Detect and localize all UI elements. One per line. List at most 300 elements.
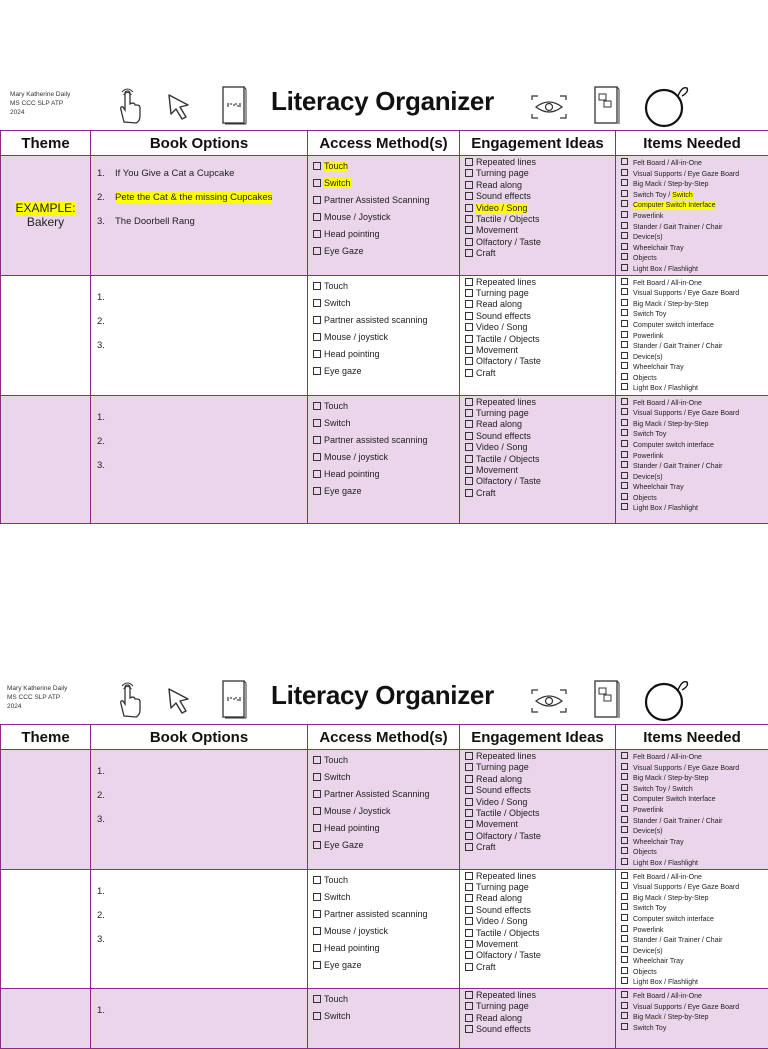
checkbox[interactable] bbox=[621, 837, 628, 844]
engagement-option[interactable]: Read along bbox=[465, 893, 615, 904]
access-option[interactable]: Head pointing bbox=[313, 226, 459, 243]
checkbox[interactable] bbox=[465, 226, 473, 234]
access-option[interactable]: Partner assisted scanning bbox=[313, 906, 459, 923]
access-methods-cell bbox=[308, 869, 460, 989]
checkbox[interactable] bbox=[313, 841, 321, 849]
item-option[interactable]: Big Mack / Step-by-Step bbox=[621, 299, 768, 310]
item-option[interactable]: Objects bbox=[621, 847, 768, 858]
checkbox[interactable] bbox=[465, 312, 473, 320]
item-option[interactable]: Visual Supports / Eye Gaze Board bbox=[621, 763, 768, 774]
access-option[interactable]: Partner Assisted Scanning bbox=[313, 786, 459, 803]
item-option[interactable]: Computer switch interface bbox=[621, 914, 768, 925]
checkbox[interactable] bbox=[621, 935, 628, 942]
checkbox[interactable] bbox=[621, 967, 628, 974]
item-option[interactable]: Objects bbox=[621, 967, 768, 978]
item-option[interactable]: Switch Toy bbox=[621, 903, 768, 914]
item-option[interactable]: Visual Supports / Eye Gaze Board bbox=[621, 882, 768, 893]
engagement-option[interactable]: Repeated lines bbox=[465, 751, 615, 762]
checkbox[interactable] bbox=[465, 238, 473, 246]
checkbox[interactable] bbox=[465, 798, 473, 806]
checkbox[interactable] bbox=[313, 790, 321, 798]
theme-cell[interactable] bbox=[1, 156, 91, 276]
access-option[interactable]: Switch bbox=[313, 769, 459, 786]
checkbox[interactable] bbox=[621, 794, 628, 801]
checkbox[interactable] bbox=[465, 278, 473, 286]
item-option[interactable]: Visual Supports / Eye Gaze Board bbox=[621, 169, 768, 180]
engagement-option[interactable]: Tactile / Objects bbox=[465, 214, 615, 225]
access-methods-cell bbox=[308, 395, 460, 523]
checkbox[interactable] bbox=[621, 493, 628, 500]
checkbox[interactable] bbox=[621, 320, 628, 327]
engagement-option[interactable]: Craft bbox=[465, 962, 615, 973]
item-option[interactable]: Felt Board / All-in-One bbox=[621, 991, 768, 1002]
engagement-option[interactable]: Repeated lines bbox=[465, 397, 615, 408]
checkbox[interactable] bbox=[621, 482, 628, 489]
checkbox[interactable] bbox=[313, 333, 321, 341]
checkbox[interactable] bbox=[313, 944, 321, 952]
checkbox[interactable] bbox=[465, 991, 473, 999]
checkbox[interactable] bbox=[313, 162, 321, 170]
checkbox[interactable] bbox=[313, 487, 321, 495]
checkbox[interactable] bbox=[621, 398, 628, 405]
checkbox[interactable] bbox=[621, 169, 628, 176]
theme-cell[interactable] bbox=[1, 275, 91, 395]
checkbox[interactable] bbox=[313, 316, 321, 324]
engagement-option[interactable]: Read along bbox=[465, 419, 615, 430]
access-option[interactable]: Mouse / joystick bbox=[313, 923, 459, 940]
checkbox[interactable] bbox=[621, 408, 628, 415]
engagement-option[interactable]: Craft bbox=[465, 488, 615, 499]
item-option[interactable]: Switch Toy bbox=[621, 429, 768, 440]
checkbox[interactable] bbox=[621, 805, 628, 812]
engagement-option[interactable]: Craft bbox=[465, 248, 615, 259]
checkbox[interactable] bbox=[621, 784, 628, 791]
checkbox[interactable] bbox=[313, 876, 321, 884]
checkbox[interactable] bbox=[621, 299, 628, 306]
engagement-option[interactable]: Sound effects bbox=[465, 1024, 615, 1035]
item-option[interactable]: Light Box / Flashlight bbox=[621, 858, 768, 869]
item-option[interactable]: Objects bbox=[621, 373, 768, 384]
checkbox[interactable] bbox=[621, 914, 628, 921]
checkbox[interactable] bbox=[621, 763, 628, 770]
access-option[interactable]: Touch bbox=[313, 872, 459, 889]
item-option[interactable]: Powerlink bbox=[621, 211, 768, 222]
checkbox[interactable] bbox=[621, 419, 628, 426]
item-option[interactable]: Computer switch interface bbox=[621, 320, 768, 331]
item-option[interactable]: Visual Supports / Eye Gaze Board bbox=[621, 288, 768, 299]
item-option[interactable]: Device(s) bbox=[621, 232, 768, 243]
checkbox[interactable] bbox=[313, 402, 321, 410]
engagement-option[interactable]: Read along bbox=[465, 180, 615, 191]
engagement-option[interactable]: Olfactory / Taste bbox=[465, 237, 615, 248]
checkbox[interactable] bbox=[621, 158, 628, 165]
checkbox[interactable] bbox=[621, 243, 628, 250]
checkbox[interactable] bbox=[313, 367, 321, 375]
item-option[interactable]: Big Mack / Step-by-Step bbox=[621, 773, 768, 784]
header-engagement-ideas: Engagement Ideas bbox=[460, 131, 616, 156]
checkbox[interactable] bbox=[313, 927, 321, 935]
item-option[interactable]: Computer Switch Interface bbox=[621, 200, 768, 211]
checkbox[interactable] bbox=[621, 264, 628, 271]
engagement-option[interactable]: Sound effects bbox=[465, 191, 615, 202]
checkbox[interactable] bbox=[465, 420, 473, 428]
checkbox[interactable] bbox=[621, 429, 628, 436]
item-option[interactable]: Felt Board / All-in-One bbox=[621, 872, 768, 883]
checkbox[interactable] bbox=[465, 786, 473, 794]
engagement-option[interactable]: Olfactory / Taste bbox=[465, 831, 615, 842]
access-option[interactable]: Switch bbox=[313, 415, 459, 432]
checkbox[interactable] bbox=[313, 436, 321, 444]
checkbox[interactable] bbox=[621, 991, 628, 998]
engagement-option[interactable]: Repeated lines bbox=[465, 277, 615, 288]
checkbox[interactable] bbox=[621, 946, 628, 953]
engagement-option[interactable]: Craft bbox=[465, 368, 615, 379]
checkbox[interactable] bbox=[465, 763, 473, 771]
item-option[interactable]: Switch Toy / Switch bbox=[621, 190, 768, 201]
checkbox[interactable] bbox=[313, 247, 321, 255]
checkbox[interactable] bbox=[465, 300, 473, 308]
engagement-option[interactable]: Video / Song bbox=[465, 203, 615, 214]
engagement-option[interactable]: Tactile / Objects bbox=[465, 454, 615, 465]
checkbox[interactable] bbox=[621, 309, 628, 316]
engagement-option[interactable]: Tactile / Objects bbox=[465, 334, 615, 345]
item-option[interactable]: Stander / Gait Trainer / Chair bbox=[621, 461, 768, 472]
checkbox[interactable] bbox=[313, 893, 321, 901]
item-option[interactable]: Device(s) bbox=[621, 826, 768, 837]
engagement-ideas-cell bbox=[460, 275, 616, 395]
access-option[interactable]: Head pointing bbox=[313, 466, 459, 483]
checkbox[interactable] bbox=[313, 773, 321, 781]
item-option[interactable]: Powerlink bbox=[621, 805, 768, 816]
checkbox[interactable] bbox=[465, 466, 473, 474]
engagement-option[interactable]: Movement bbox=[465, 225, 615, 236]
item-option[interactable]: Objects bbox=[621, 253, 768, 264]
checkbox[interactable] bbox=[465, 357, 473, 365]
engagement-option[interactable]: Movement bbox=[465, 465, 615, 476]
checkbox[interactable] bbox=[621, 253, 628, 260]
checkbox[interactable] bbox=[465, 192, 473, 200]
item-option[interactable]: Wheelchair Tray bbox=[621, 956, 768, 967]
access-option[interactable]: Eye gaze bbox=[313, 957, 459, 974]
access-option[interactable]: Mouse / joystick bbox=[313, 449, 459, 466]
checkbox[interactable] bbox=[465, 323, 473, 331]
checkbox[interactable] bbox=[465, 872, 473, 880]
access-option[interactable]: Partner assisted scanning bbox=[313, 432, 459, 449]
checkbox[interactable] bbox=[621, 1012, 628, 1019]
checkbox[interactable] bbox=[465, 963, 473, 971]
checkbox[interactable] bbox=[313, 282, 321, 290]
checkbox[interactable] bbox=[465, 181, 473, 189]
checkbox[interactable] bbox=[621, 179, 628, 186]
engagement-option[interactable]: Turning page bbox=[465, 408, 615, 419]
checkbox[interactable] bbox=[621, 903, 628, 910]
engagement-option[interactable]: Sound effects bbox=[465, 311, 615, 322]
item-option[interactable]: Powerlink bbox=[621, 451, 768, 462]
checkbox[interactable] bbox=[621, 200, 628, 207]
checkbox[interactable] bbox=[465, 409, 473, 417]
checkbox[interactable] bbox=[465, 775, 473, 783]
engagement-option[interactable]: Olfactory / Taste bbox=[465, 356, 615, 367]
engagement-option[interactable]: Tactile / Objects bbox=[465, 928, 615, 939]
item-option[interactable]: Felt Board / All-in-One bbox=[621, 752, 768, 763]
checkbox[interactable] bbox=[465, 489, 473, 497]
checkbox[interactable] bbox=[465, 940, 473, 948]
checkbox[interactable] bbox=[621, 472, 628, 479]
access-option[interactable]: Eye gaze bbox=[313, 363, 459, 380]
checkbox[interactable] bbox=[621, 383, 628, 390]
checkbox[interactable] bbox=[465, 477, 473, 485]
item-option[interactable]: Felt Board / All-in-One bbox=[621, 158, 768, 169]
access-option[interactable]: Touch bbox=[313, 158, 459, 175]
item-option[interactable]: Objects bbox=[621, 493, 768, 504]
checkbox[interactable] bbox=[621, 288, 628, 295]
checkbox[interactable] bbox=[465, 215, 473, 223]
checkbox[interactable] bbox=[465, 158, 473, 166]
item-option[interactable]: Felt Board / All-in-One bbox=[621, 278, 768, 289]
engagement-option[interactable]: Sound effects bbox=[465, 905, 615, 916]
engagement-option[interactable]: Video / Song bbox=[465, 797, 615, 808]
checkbox[interactable] bbox=[313, 213, 321, 221]
access-option[interactable]: Switch bbox=[313, 175, 459, 192]
checkbox[interactable] bbox=[313, 179, 321, 187]
checkbox[interactable] bbox=[621, 893, 628, 900]
checkbox[interactable] bbox=[621, 773, 628, 780]
checkbox[interactable] bbox=[621, 1002, 628, 1009]
checkbox[interactable] bbox=[465, 1025, 473, 1033]
engagement-option[interactable]: Repeated lines bbox=[465, 871, 615, 882]
checkbox[interactable] bbox=[621, 211, 628, 218]
item-option[interactable]: Stander / Gait Trainer / Chair bbox=[621, 222, 768, 233]
checkbox[interactable] bbox=[313, 350, 321, 358]
access-option[interactable]: Head pointing bbox=[313, 820, 459, 837]
checkbox[interactable] bbox=[621, 362, 628, 369]
access-option[interactable]: Head pointing bbox=[313, 940, 459, 957]
engagement-option[interactable]: Video / Song bbox=[465, 322, 615, 333]
checkbox[interactable] bbox=[313, 961, 321, 969]
item-option[interactable]: Visual Supports / Eye Gaze Board bbox=[621, 1002, 768, 1013]
access-option[interactable]: Touch bbox=[313, 752, 459, 769]
checkbox[interactable] bbox=[465, 832, 473, 840]
item-option[interactable]: Device(s) bbox=[621, 472, 768, 483]
checkbox[interactable] bbox=[465, 883, 473, 891]
checkbox[interactable] bbox=[621, 826, 628, 833]
item-option[interactable]: Powerlink bbox=[621, 925, 768, 936]
items-needed-cell bbox=[616, 989, 768, 1049]
checkbox[interactable] bbox=[621, 190, 628, 197]
access-option[interactable]: Switch bbox=[313, 1008, 459, 1025]
checkbox[interactable] bbox=[621, 847, 628, 854]
checkbox[interactable] bbox=[313, 756, 321, 764]
eye-gaze-icon bbox=[530, 688, 568, 714]
engagement-option[interactable]: Video / Song bbox=[465, 916, 615, 927]
checkbox[interactable] bbox=[313, 196, 321, 204]
access-option[interactable]: Mouse / Joystick bbox=[313, 209, 459, 226]
checkbox[interactable] bbox=[621, 752, 628, 759]
checkbox[interactable] bbox=[621, 331, 628, 338]
theme-cell[interactable] bbox=[1, 869, 91, 989]
item-option[interactable]: Powerlink bbox=[621, 331, 768, 342]
book-options-cell[interactable] bbox=[91, 156, 308, 276]
access-option[interactable]: Eye Gaze bbox=[313, 243, 459, 260]
theme-cell[interactable] bbox=[1, 989, 91, 1049]
item-option[interactable]: Switch Toy bbox=[621, 309, 768, 320]
engagement-option[interactable]: Movement bbox=[465, 939, 615, 950]
checkbox[interactable] bbox=[313, 299, 321, 307]
item-option[interactable]: Felt Board / All-in-One bbox=[621, 398, 768, 409]
item-option[interactable]: Big Mack / Step-by-Step bbox=[621, 179, 768, 190]
access-option[interactable]: Touch bbox=[313, 278, 459, 295]
checkbox[interactable] bbox=[621, 278, 628, 285]
checkbox[interactable] bbox=[465, 820, 473, 828]
item-option[interactable]: Switch Toy bbox=[621, 1023, 768, 1034]
item-option[interactable]: Big Mack / Step-by-Step bbox=[621, 893, 768, 904]
engagement-option[interactable]: Turning page bbox=[465, 882, 615, 893]
checkbox[interactable] bbox=[621, 925, 628, 932]
checkbox[interactable] bbox=[313, 470, 321, 478]
engagement-option[interactable]: Read along bbox=[465, 774, 615, 785]
engagement-option[interactable]: Sound effects bbox=[465, 785, 615, 796]
checkbox[interactable] bbox=[465, 752, 473, 760]
checkbox[interactable] bbox=[465, 917, 473, 925]
engagement-option[interactable]: Craft bbox=[465, 842, 615, 853]
checkbox[interactable] bbox=[621, 858, 628, 865]
checkbox[interactable] bbox=[621, 872, 628, 879]
engagement-option[interactable]: Sound effects bbox=[465, 431, 615, 442]
engagement-option[interactable]: Turning page bbox=[465, 1001, 615, 1012]
checkbox[interactable] bbox=[621, 956, 628, 963]
checkbox[interactable] bbox=[313, 995, 321, 1003]
checkbox[interactable] bbox=[465, 249, 473, 257]
engagement-option[interactable]: Repeated lines bbox=[465, 157, 615, 168]
checkbox[interactable] bbox=[313, 807, 321, 815]
engagement-option[interactable]: Turning page bbox=[465, 762, 615, 773]
engagement-option[interactable]: Olfactory / Taste bbox=[465, 950, 615, 961]
checkbox[interactable] bbox=[465, 369, 473, 377]
item-option[interactable]: Wheelchair Tray bbox=[621, 482, 768, 493]
checkbox[interactable] bbox=[621, 222, 628, 229]
item-option[interactable]: Stander / Gait Trainer / Chair bbox=[621, 816, 768, 827]
page-title: Literacy Organizer bbox=[271, 680, 494, 711]
item-option[interactable]: Light Box / Flashlight bbox=[621, 264, 768, 275]
header-engagement-ideas: Engagement Ideas bbox=[460, 725, 616, 750]
engagement-option[interactable]: Tactile / Objects bbox=[465, 808, 615, 819]
checkbox[interactable] bbox=[313, 419, 321, 427]
items-needed-cell bbox=[616, 395, 768, 523]
engagement-option[interactable]: Repeated lines bbox=[465, 990, 615, 1001]
item-option[interactable]: Wheelchair Tray bbox=[621, 243, 768, 254]
checkbox[interactable] bbox=[313, 1012, 321, 1020]
item-option[interactable]: Device(s) bbox=[621, 352, 768, 363]
checkbox[interactable] bbox=[465, 455, 473, 463]
access-option[interactable]: Mouse / joystick bbox=[313, 329, 459, 346]
theme-cell[interactable] bbox=[1, 750, 91, 870]
item-option[interactable]: Stander / Gait Trainer / Chair bbox=[621, 341, 768, 352]
item-option[interactable]: Light Box / Flashlight bbox=[621, 977, 768, 988]
engagement-option[interactable]: Read along bbox=[465, 1013, 615, 1024]
checkbox[interactable] bbox=[313, 230, 321, 238]
checkbox[interactable] bbox=[465, 894, 473, 902]
item-option[interactable]: Computer Switch Interface bbox=[621, 794, 768, 805]
item-option[interactable]: Big Mack / Step-by-Step bbox=[621, 419, 768, 430]
checkbox[interactable] bbox=[465, 843, 473, 851]
checkbox[interactable] bbox=[621, 816, 628, 823]
access-option[interactable]: Switch bbox=[313, 295, 459, 312]
engagement-option[interactable]: Movement bbox=[465, 345, 615, 356]
checkbox[interactable] bbox=[465, 204, 473, 212]
engagement-option[interactable]: Read along bbox=[465, 299, 615, 310]
engagement-option[interactable]: Turning page bbox=[465, 168, 615, 179]
checkbox[interactable] bbox=[465, 346, 473, 354]
checkbox[interactable] bbox=[621, 373, 628, 380]
checkbox[interactable] bbox=[465, 398, 473, 406]
access-option[interactable]: Partner assisted scanning bbox=[313, 312, 459, 329]
item-option[interactable]: Wheelchair Tray bbox=[621, 362, 768, 373]
item-option[interactable]: Switch Toy / Switch bbox=[621, 784, 768, 795]
item-option[interactable]: Computer switch interface bbox=[621, 440, 768, 451]
checkbox[interactable] bbox=[465, 951, 473, 959]
checkbox[interactable] bbox=[621, 352, 628, 359]
checkbox[interactable] bbox=[621, 232, 628, 239]
checkbox[interactable] bbox=[621, 977, 628, 984]
access-option[interactable]: Head pointing bbox=[313, 346, 459, 363]
access-option[interactable]: Eye gaze bbox=[313, 483, 459, 500]
access-option[interactable]: Touch bbox=[313, 991, 459, 1008]
checkbox[interactable] bbox=[621, 341, 628, 348]
access-option[interactable]: Partner Assisted Scanning bbox=[313, 192, 459, 209]
book-options-cell[interactable] bbox=[91, 395, 308, 523]
checkbox[interactable] bbox=[621, 882, 628, 889]
checkbox[interactable] bbox=[465, 289, 473, 297]
checkbox[interactable] bbox=[313, 453, 321, 461]
checkbox[interactable] bbox=[621, 451, 628, 458]
checkbox[interactable] bbox=[465, 929, 473, 937]
engagement-option[interactable]: Olfactory / Taste bbox=[465, 476, 615, 487]
book-options-cell[interactable] bbox=[91, 750, 308, 870]
book-options-cell[interactable] bbox=[91, 275, 308, 395]
item-option[interactable]: Device(s) bbox=[621, 946, 768, 957]
engagement-option[interactable]: Movement bbox=[465, 819, 615, 830]
checkbox[interactable] bbox=[465, 443, 473, 451]
checkbox[interactable] bbox=[313, 910, 321, 918]
engagement-option[interactable]: Turning page bbox=[465, 288, 615, 299]
access-option[interactable]: Eye Gaze bbox=[313, 837, 459, 854]
item-option[interactable]: Visual Supports / Eye Gaze Board bbox=[621, 408, 768, 419]
access-option[interactable]: Mouse / Joystick bbox=[313, 803, 459, 820]
checkbox[interactable] bbox=[465, 809, 473, 817]
item-option[interactable]: Light Box / Flashlight bbox=[621, 383, 768, 394]
checkbox[interactable] bbox=[313, 824, 321, 832]
checkbox[interactable] bbox=[465, 1014, 473, 1022]
item-option[interactable]: Stander / Gait Trainer / Chair bbox=[621, 935, 768, 946]
checkbox[interactable] bbox=[465, 906, 473, 914]
checkbox[interactable] bbox=[465, 1002, 473, 1010]
checkbox[interactable] bbox=[621, 440, 628, 447]
engagement-option[interactable]: Video / Song bbox=[465, 442, 615, 453]
checkbox[interactable] bbox=[465, 335, 473, 343]
checkbox[interactable] bbox=[621, 461, 628, 468]
access-option[interactable]: Switch bbox=[313, 889, 459, 906]
item-option[interactable]: Big Mack / Step-by-Step bbox=[621, 1012, 768, 1023]
checkbox[interactable] bbox=[465, 432, 473, 440]
checkbox[interactable] bbox=[465, 169, 473, 177]
book-options-cell[interactable] bbox=[91, 989, 308, 1049]
checkbox[interactable] bbox=[621, 503, 628, 510]
access-option[interactable]: Touch bbox=[313, 398, 459, 415]
item-option[interactable]: Wheelchair Tray bbox=[621, 837, 768, 848]
item-option[interactable]: Light Box / Flashlight bbox=[621, 503, 768, 514]
theme-cell[interactable] bbox=[1, 395, 91, 523]
book-options-cell[interactable] bbox=[91, 869, 308, 989]
